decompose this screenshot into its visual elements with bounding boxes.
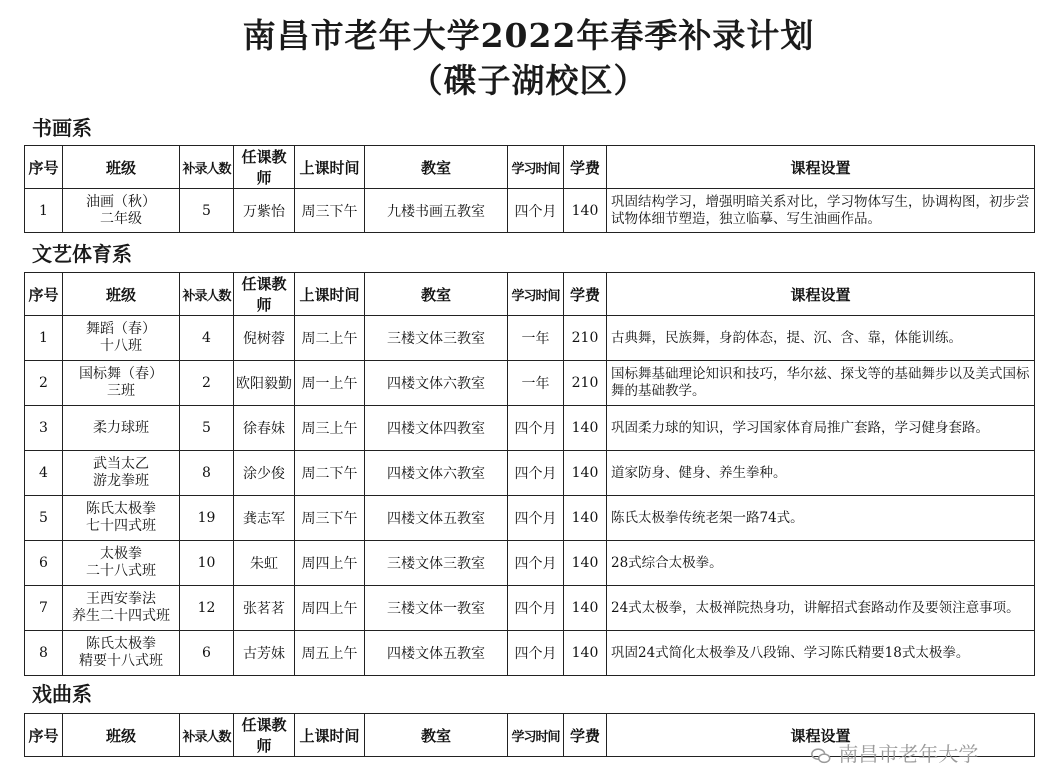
table-header-row: [25, 146, 1035, 189]
cell-duration: 四个月: [508, 451, 564, 496]
cell-desc: 24式太极拳，太极禅院热身功，讲解招式套路动作及要领注意事项。: [607, 586, 1035, 631]
cell-fee: 140: [564, 541, 607, 586]
cell-time: 周三下午: [295, 496, 365, 541]
class-line-1: 王西安拳法: [86, 591, 156, 607]
cell-time: 周三上午: [295, 406, 365, 451]
cell-teacher: 万紫怡: [234, 189, 295, 233]
cell-fee: 140: [564, 631, 607, 676]
class-line-1: 舞蹈（春）: [86, 321, 156, 337]
cell-teacher: 龚志军: [234, 496, 295, 541]
cell-fee: 140: [564, 406, 607, 451]
header-teacher: 任课教师: [234, 714, 295, 757]
cell-fee: 140: [564, 586, 607, 631]
header-class: 班级: [63, 714, 180, 757]
cell-teacher: 徐春妹: [234, 406, 295, 451]
cell-no: 8: [25, 631, 63, 676]
cell-room: 四楼文体五教室: [365, 496, 508, 541]
page-subtitle: （碟子湖校区）: [409, 61, 648, 100]
header-room: 教室: [365, 146, 508, 189]
header-count: 补录人数: [180, 714, 234, 757]
cell-duration: 一年: [508, 361, 564, 406]
cell-teacher: 张茗茗: [234, 586, 295, 631]
class-line-2: 七十四式班: [86, 518, 156, 534]
cell-count: 10: [180, 541, 234, 586]
header-count: 补录人数: [180, 146, 234, 189]
cell-class: [63, 496, 180, 541]
cell-duration: 一年: [508, 316, 564, 361]
cell-duration: 四个月: [508, 496, 564, 541]
class-line-2: 养生二十四式班: [72, 608, 170, 624]
table-row: [25, 451, 1035, 496]
header-time: 上课时间: [295, 273, 365, 316]
cell-class: [63, 451, 180, 496]
cell-desc: 巩固柔力球的知识，学习国家体育局推广套路，学习健身套路。: [607, 406, 1035, 451]
cell-class: [63, 631, 180, 676]
header-count: 补录人数: [180, 273, 234, 316]
cell-time: 周四上午: [295, 541, 365, 586]
page-title: 南昌市老年大学2022年春季补录计划: [242, 16, 815, 55]
header-time: 上课时间: [295, 714, 365, 757]
header-no: 序号: [25, 273, 63, 316]
section-title-calligraphy: 书画系: [32, 116, 92, 140]
header-class: 班级: [63, 273, 180, 316]
cell-no: 4: [25, 451, 63, 496]
cell-no: 7: [25, 586, 63, 631]
cell-no: 5: [25, 496, 63, 541]
class-line-2: 游龙拳班: [93, 473, 149, 489]
header-class: 班级: [63, 146, 180, 189]
class-line-2: 二年级: [100, 210, 142, 227]
header-duration: 学习时间: [508, 273, 564, 316]
cell-desc: 巩固24式简化太极拳及八段锦、学习陈氏精要18式太极拳。: [607, 631, 1035, 676]
cell-time: 周四上午: [295, 586, 365, 631]
cell-desc: 28式综合太极拳。: [607, 541, 1035, 586]
cell-duration: 四个月: [508, 541, 564, 586]
cell-fee: 210: [564, 361, 607, 406]
section-title-arts-sports: 文艺体育系: [32, 242, 132, 266]
watermark-text: 南昌市老年大学: [838, 742, 979, 766]
table-row: [25, 586, 1035, 631]
cell-teacher: 朱虹: [234, 541, 295, 586]
section-title-opera: 戏曲系: [32, 682, 92, 706]
cell-room: 四楼文体六教室: [365, 451, 508, 496]
cell-count: 5: [180, 406, 234, 451]
cell-room: 三楼文体一教室: [365, 586, 508, 631]
cell-teacher: 倪树蓉: [234, 316, 295, 361]
cell-room: 三楼文体三教室: [365, 316, 508, 361]
header-desc: 课程设置: [607, 714, 1035, 757]
cell-time: 周一上午: [295, 361, 365, 406]
table-header-row: [25, 273, 1035, 316]
class-line-1: 太极拳: [100, 546, 142, 562]
cell-desc: 巩固结构学习，增强明暗关系对比，学习物体写生，协调构图，初步尝试物体细节塑造，独立临摹、写生油画作品。: [607, 189, 1035, 233]
header-time: 上课时间: [295, 146, 365, 189]
header-fee: 学费: [564, 714, 607, 757]
header-room: 教室: [365, 714, 508, 757]
header-desc: 课程设置: [607, 273, 1035, 316]
class-line-1: 国标舞（春）: [79, 366, 163, 382]
cell-desc: 道家防身、健身、养生拳种。: [607, 451, 1035, 496]
cell-count: 12: [180, 586, 234, 631]
cell-count: 19: [180, 496, 234, 541]
cell-desc: 国标舞基础理论知识和技巧，华尔兹、探戈等的基础舞步以及美式国标舞的基础教学。: [607, 361, 1035, 406]
cell-class: [63, 361, 180, 406]
cell-teacher: 欧阳毅勤: [234, 361, 295, 406]
cell-count: 2: [180, 361, 234, 406]
cell-fee: 140: [564, 189, 607, 233]
cell-class: [63, 406, 180, 451]
cell-count: 4: [180, 316, 234, 361]
class-line-1: 柔力球班: [93, 419, 149, 436]
header-room: 教室: [365, 273, 508, 316]
cell-no: 1: [25, 189, 63, 233]
cell-room: 三楼文体三教室: [365, 541, 508, 586]
class-line-2: 三班: [107, 383, 135, 399]
header-no: 序号: [25, 146, 63, 189]
cell-teacher: 涂少俊: [234, 451, 295, 496]
cell-duration: 四个月: [508, 189, 564, 233]
cell-count: 5: [180, 189, 234, 233]
cell-time: 周三下午: [295, 189, 365, 233]
cell-duration: 四个月: [508, 631, 564, 676]
watermark: [810, 738, 978, 767]
wechat-icon: [810, 745, 832, 767]
class-line-1: 油画（秋）: [86, 193, 156, 210]
table-calligraphy: [24, 145, 1035, 233]
class-line-1: 武当太乙: [93, 456, 149, 472]
class-line-2: 二十八式班: [86, 563, 156, 579]
cell-fee: 140: [564, 451, 607, 496]
cell-room: 四楼文体五教室: [365, 631, 508, 676]
cell-time: 周五上午: [295, 631, 365, 676]
cell-duration: 四个月: [508, 406, 564, 451]
cell-class: [63, 586, 180, 631]
cell-class: [63, 541, 180, 586]
cell-time: 周二上午: [295, 316, 365, 361]
class-line-1: 陈氏太极拳: [86, 636, 156, 652]
cell-time: 周二下午: [295, 451, 365, 496]
cell-class: [63, 316, 180, 361]
table-row: [25, 541, 1035, 586]
cell-count: 6: [180, 631, 234, 676]
cell-class: [63, 189, 180, 233]
cell-teacher: 古芳妹: [234, 631, 295, 676]
header-fee: 学费: [564, 273, 607, 316]
header-duration: 学习时间: [508, 714, 564, 757]
cell-desc: 陈氏太极拳传统老架一路74式。: [607, 496, 1035, 541]
header-teacher: 任课教师: [234, 146, 295, 189]
class-line-2: 十八班: [100, 338, 142, 354]
table-row: [25, 316, 1035, 361]
table-row: [25, 189, 1035, 233]
cell-desc: 古典舞，民族舞，身韵体态，提、沉、含、靠，体能训练。: [607, 316, 1035, 361]
header-duration: 学习时间: [508, 146, 564, 189]
cell-no: 6: [25, 541, 63, 586]
cell-fee: 140: [564, 496, 607, 541]
cell-fee: 210: [564, 316, 607, 361]
cell-room: 四楼文体六教室: [365, 361, 508, 406]
table-arts-sports: [24, 272, 1035, 676]
cell-room: 四楼文体四教室: [365, 406, 508, 451]
cell-no: 1: [25, 316, 63, 361]
table-row: [25, 631, 1035, 676]
cell-duration: 四个月: [508, 586, 564, 631]
table-row: [25, 496, 1035, 541]
table-row: [25, 361, 1035, 406]
header-teacher: 任课教师: [234, 273, 295, 316]
class-line-1: 陈氏太极拳: [86, 501, 156, 517]
cell-no: 3: [25, 406, 63, 451]
header-fee: 学费: [564, 146, 607, 189]
cell-count: 8: [180, 451, 234, 496]
table-row: [25, 406, 1035, 451]
header-desc: 课程设置: [607, 146, 1035, 189]
header-no: 序号: [25, 714, 63, 757]
cell-room: 九楼书画五教室: [365, 189, 508, 233]
cell-no: 2: [25, 361, 63, 406]
class-line-2: 精要十八式班: [79, 653, 163, 669]
